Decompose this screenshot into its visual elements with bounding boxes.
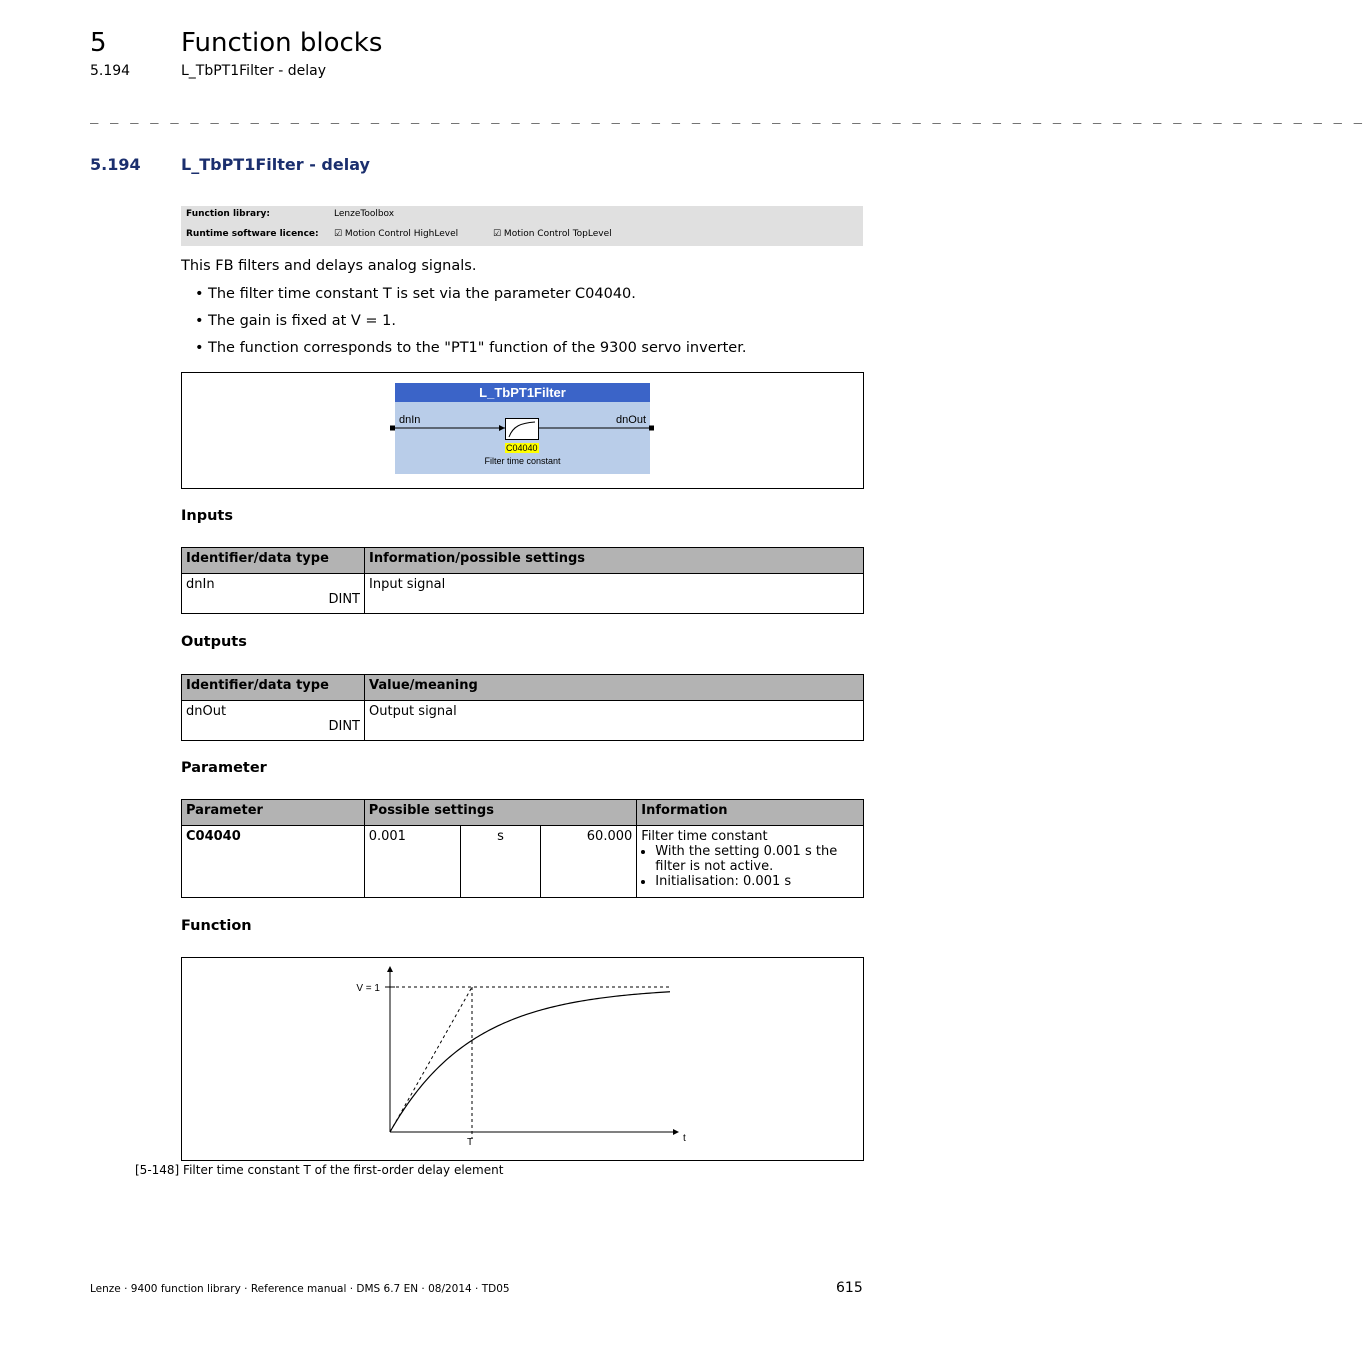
- outputs-table: [181, 674, 864, 741]
- t-constant-label: T: [466, 1137, 474, 1148]
- step-response-graph: [182, 958, 863, 1160]
- licence-label: Runtime software licence:: [186, 229, 319, 239]
- bullet-item: • The gain is fixed at V = 1.: [195, 313, 396, 329]
- library-value: LenzeToolbox: [334, 209, 395, 219]
- parameter-code: C04040: [182, 826, 365, 898]
- info-bullet: • Initialisation: 0.001 s: [655, 874, 859, 889]
- signal-path-diagram: [385, 410, 660, 450]
- parameter-code-badge: C04040: [506, 443, 538, 453]
- col-header: Value/meaning: [365, 675, 864, 701]
- licence-toplevel: ☑ Motion Control TopLevel: [493, 229, 612, 239]
- arrow-icon: [499, 425, 505, 431]
- parameter-table: [181, 799, 864, 898]
- y-axis-arrow-icon: [387, 966, 393, 972]
- figure-caption: [5-148] Filter time constant T of the first-order delay element: [135, 1163, 504, 1177]
- identifier: dnIn: [186, 577, 215, 592]
- input-pin: [390, 426, 395, 431]
- info-cell: Input signal: [365, 574, 864, 614]
- chapter-title: Function blocks: [181, 28, 383, 58]
- inputs-table: [181, 547, 864, 614]
- output-pin-label: dnOut: [616, 414, 646, 426]
- info-cell: Output signal: [365, 701, 864, 741]
- library-label: Function library:: [186, 209, 270, 219]
- table-row: [182, 826, 864, 898]
- table-row: [182, 574, 864, 614]
- col-header: Parameter: [182, 800, 365, 826]
- unit: s: [460, 826, 541, 898]
- y-value-label: V = 1: [356, 983, 380, 994]
- function-heading: Function: [181, 918, 252, 934]
- max-value: 60.000: [541, 826, 637, 898]
- col-header: Identifier/data type: [182, 548, 365, 574]
- col-header: Possible settings: [364, 800, 637, 826]
- input-pin-label: dnIn: [399, 414, 421, 426]
- data-type: DINT: [328, 592, 360, 607]
- pt1-response-curve: [390, 992, 670, 1132]
- header-separator: _ _ _ _ _ _ _ _ _ _ _ _ _ _ _ _ _ _ _ _ _ _ _ _ _ _ _ _ _ _ _ _ _ _ _ _ _ _ _ _ _ _ _ _ _ _ _ _ _ _ _ _ _ _ _ _ _ _ _ _ _ _ _ _: [90, 108, 1364, 124]
- section-title: L_TbPT1Filter - delay: [181, 155, 370, 174]
- col-header: Identifier/data type: [182, 675, 365, 701]
- outputs-heading: Outputs: [181, 634, 247, 650]
- x-axis-label: t: [683, 1133, 686, 1144]
- parameter-label: Filter time constant: [484, 456, 561, 466]
- licence-highlevel: ☑ Motion Control HighLevel: [334, 229, 459, 239]
- min-value: 0.001: [364, 826, 460, 898]
- subchapter-title: L_TbPT1Filter - delay: [181, 63, 327, 79]
- col-header: Information: [637, 800, 864, 826]
- inputs-heading: Inputs: [181, 508, 233, 524]
- output-pin: [649, 426, 654, 431]
- info-cell: [637, 826, 864, 898]
- chapter-number: 5: [90, 28, 107, 58]
- bullet-item: • The function corresponds to the "PT1" function of the 9300 servo inverter.: [195, 340, 747, 356]
- intro-text: This FB filters and delays analog signals.: [181, 258, 477, 274]
- table-row: [182, 701, 864, 741]
- data-type: DINT: [328, 719, 360, 734]
- bullet-item: • The filter time constant T is set via the parameter C04040.: [195, 286, 636, 302]
- info-bullet: • With the setting 0.001 s the filter is not active.: [655, 844, 859, 874]
- parameter-heading: Parameter: [181, 760, 267, 776]
- function-block-title: L_TbPT1Filter: [395, 383, 650, 402]
- x-axis-arrow-icon: [673, 1129, 679, 1135]
- footer-text: Lenze · 9400 function library · Reference manual · DMS 6.7 EN · 08/2014 · TD05: [90, 1283, 510, 1295]
- col-header: Information/possible settings: [365, 548, 864, 574]
- identifier: dnOut: [186, 704, 227, 719]
- info-text: Filter time constant: [641, 829, 768, 844]
- subchapter-number: 5.194: [90, 63, 131, 79]
- tangent-dashed-line: [390, 987, 472, 1132]
- library-info-box: [181, 206, 863, 246]
- section-number: 5.194: [90, 155, 141, 174]
- page-number: 615: [836, 1280, 863, 1296]
